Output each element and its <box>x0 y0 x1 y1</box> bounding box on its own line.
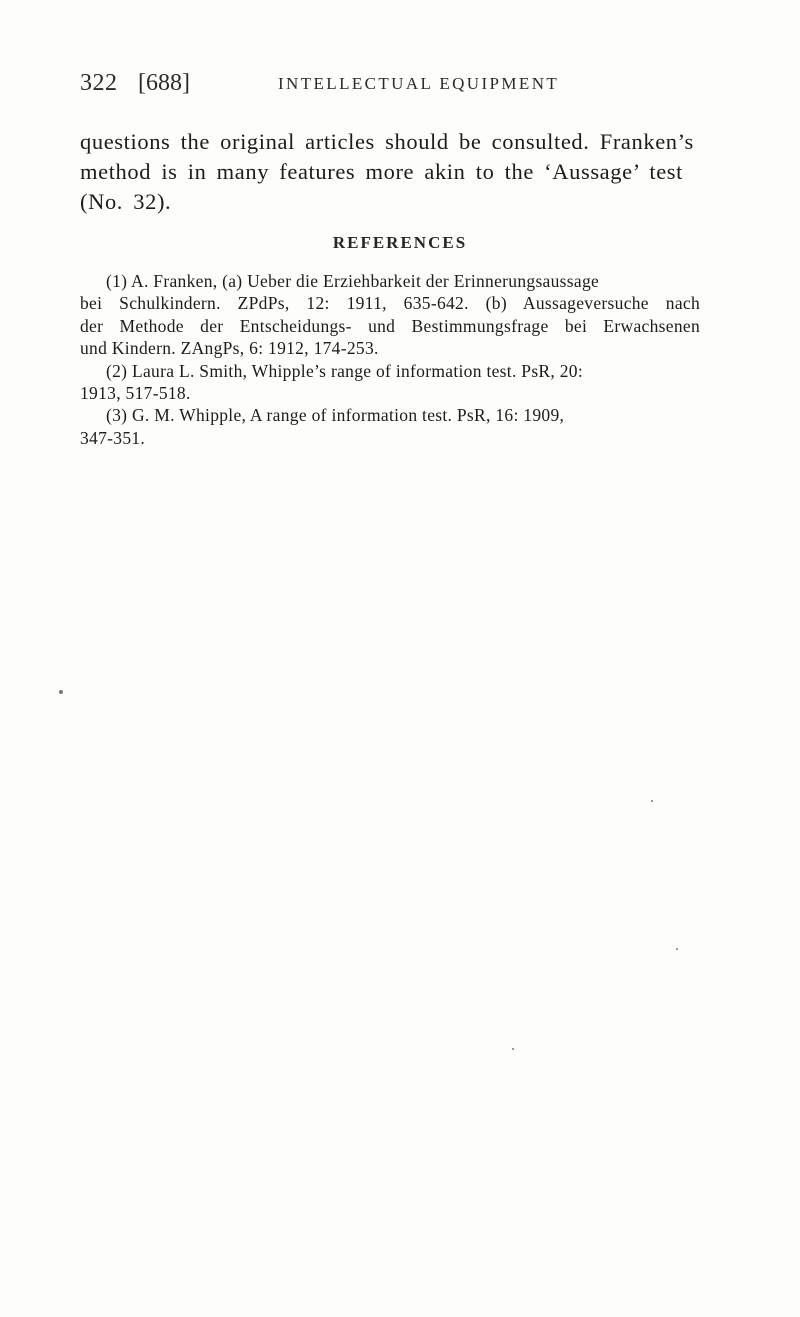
reference-1-line: (1) A. Franken, (a) Ueber die Erziehbarkeit der Erinnerungsaussage <box>106 271 600 291</box>
page-number: 322 <box>80 70 118 96</box>
running-head <box>80 70 760 102</box>
reference-2-line: (2) Laura L. Smith, Whipple’s range of information test. PsR, 20: <box>106 360 584 381</box>
body-paragraph <box>80 127 700 217</box>
reference-1-line: der Methode der Entscheidungs- und Bestimmungsfrage bei Erwachsenen <box>80 315 700 336</box>
paragraph-line: questions the original articles should be consulted. Franken’s <box>80 129 694 154</box>
reference-1-line: bei Schulkindern. ZPdPs, 12: 1911, 635-642. (b) Aussageversuche nach <box>80 293 700 314</box>
section-marker: [688] <box>138 70 190 96</box>
speck <box>676 948 678 950</box>
references-list <box>80 270 700 449</box>
speck <box>59 690 63 694</box>
running-title: INTELLECTUAL EQUIPMENT <box>278 74 560 93</box>
paragraph-line: (No. 32). <box>80 189 172 214</box>
reference-3-line: (3) G. M. Whipple, A range of information test. PsR, 16: 1909, <box>106 405 565 426</box>
reference-1-line: und Kindern. ZAngPs, 6: 1912, 174-253. <box>80 338 379 359</box>
paragraph-line: method is in many features more akin to the ‘Aussage’ test <box>80 159 683 184</box>
speck <box>651 800 653 802</box>
references-heading: REFERENCES <box>332 233 468 252</box>
reference-2-line: 1913, 517-518. <box>80 383 191 404</box>
reference-3-line: 347-351. <box>80 427 146 448</box>
speck <box>512 1048 514 1050</box>
